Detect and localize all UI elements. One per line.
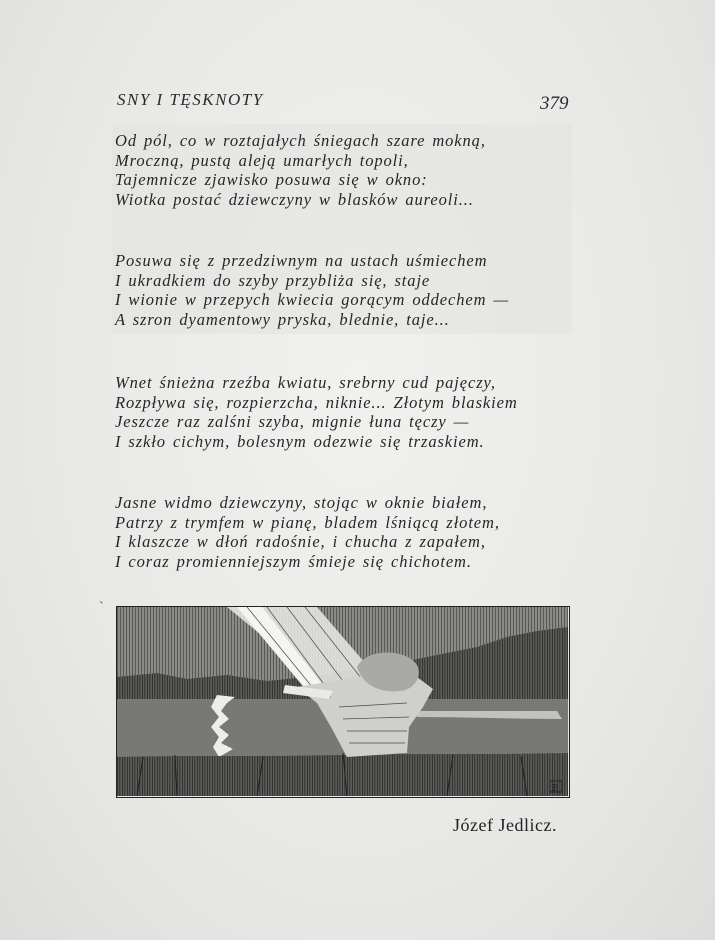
poem-stanza-1 — [115, 131, 486, 209]
poem-line: A szron dyamentowy pryska, blednie, taje... — [115, 309, 450, 329]
poem-line: Od pól, co w roztajałych śniegach szare mokną, — [115, 131, 486, 150]
poem-line: Jasne widmo dziewczyny, stojąc w oknie białem, — [115, 493, 488, 512]
page-number: 379 — [540, 93, 569, 114]
poem-line: I klaszcze w dłoń radośnie, i chucha z zapałem, — [115, 532, 486, 551]
poem-line: Wnet śnieżna rzeźba kwiatu, srebrny cud pajęczy, — [115, 373, 496, 392]
poem-line: Patrzy z trymfem w pianę, bladem lśniącą złotem, — [115, 512, 500, 532]
poem-line: Wiotka postać dziewczyny w blasków aureoli... — [115, 189, 474, 209]
woodcut-illustration — [116, 606, 570, 798]
woodcut-girl-by-lake-illustration — [117, 607, 568, 796]
poem-line: Jeszcze raz zalśni szyba, mignie łuna tęczy — — [115, 412, 470, 431]
poem-stanza-2 — [115, 251, 509, 329]
poem-line: Rozpływa się, rozpierzcha, niknie... Złotym blaskiem — [115, 392, 518, 412]
poem-line: I szkło cichym, bolesnym odezwie się trzaskiem. — [115, 431, 485, 451]
poem-line: Posuwa się z przedziwnym na ustach uśmiechem — [115, 251, 488, 270]
print-mark: ` — [99, 600, 104, 615]
poem-line: I ukradkiem do szyby przybliża się, staje — [115, 270, 431, 290]
poem-line: I coraz promienniejszym śmieje się chichotem. — [115, 551, 472, 571]
poem-line: I wionie w przepych kwiecia gorącym oddechem — — [115, 290, 510, 309]
running-title: SNY I TĘSKNOTY — [117, 90, 264, 109]
poem-stanza-4 — [115, 493, 500, 571]
poem-line: Tajemnicze zjawisko posuwa się w okno: — [115, 170, 428, 189]
monogram-mark: B — [552, 784, 559, 794]
author-signature: Józef Jedlicz. — [453, 815, 557, 835]
poem-stanza-3 — [115, 373, 518, 451]
poem-line: Mroczną, pustą aleją umarłych topoli, — [115, 150, 409, 170]
